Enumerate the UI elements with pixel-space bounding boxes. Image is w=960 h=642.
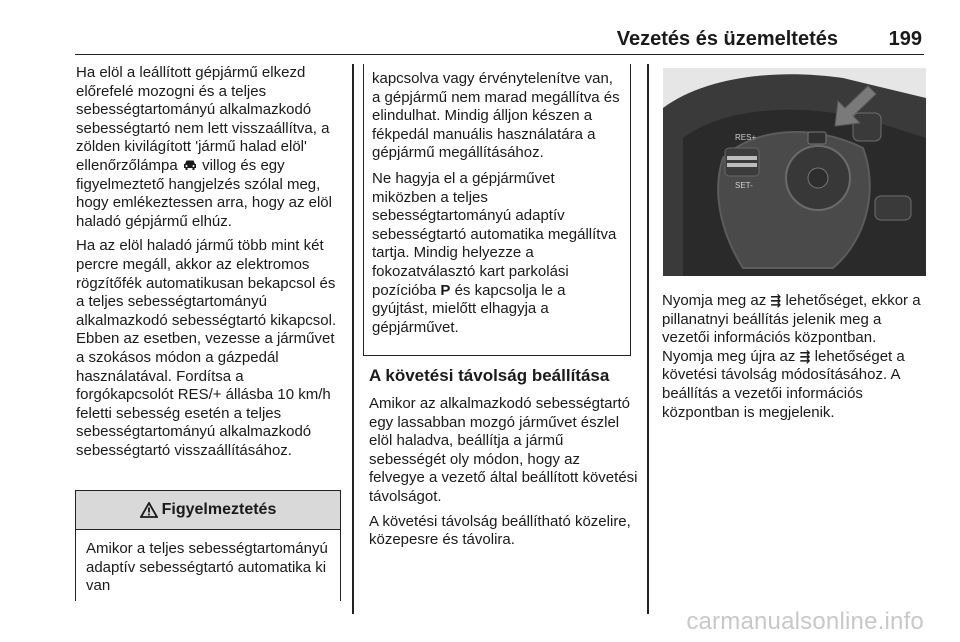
paragraph: A követési távolság beállítható közelire, közepesre és távolira. (369, 512, 631, 549)
warning-continuation-box (363, 64, 631, 356)
paragraph-text: lehetőséget, ekkor a pillanatnyi beállítás jelenik meg a vezetői információs központban. Nyomja meg újra az (662, 292, 921, 365)
page-number: 199 (888, 28, 922, 50)
set-minus-label: SET- (735, 181, 753, 190)
paragraph-text: és kapcsolja le a gyújtást, mielőtt elhagyja a gépjárművet. (372, 281, 566, 336)
paragraph-text: villog és egy figyelmeztető hangjelzés szólal meg, hogy emlékeztessen arra, hogy az elöl haladó gépjármű elhúz. (76, 156, 332, 230)
page-header (75, 24, 924, 55)
paragraph-text: Nyomja meg az (662, 292, 767, 309)
warning-header (76, 491, 340, 530)
steering-wheel-controls-photo (663, 68, 926, 276)
column-1 (76, 64, 340, 466)
paragraph: kapcsolva vagy érvénytelenítve van, a gépjármű nem marad megállítva és elindulhat. Mindig álljon készen a fékpedál manuális használatára a gépjármű megállításához. (372, 70, 620, 162)
res-plus-label: RES+ (735, 133, 757, 142)
column-divider-1 (352, 64, 354, 614)
section-title: A követési távolság beállítása (369, 366, 610, 385)
following-distance-section (369, 366, 639, 556)
page-title: Vezetés és üzemeltetés (616, 28, 838, 50)
paragraph-text: Ha elöl a leállított gépjármű elkezd előrefelé mozogni és a teljes sebességtartományú alkalmazkodó sebességtartó nem lett visszaállítva, a zölden kivilágított 'jármű halad elöl' ellenőrzőlámpa (76, 64, 330, 174)
warning-box (75, 490, 341, 601)
follow-distance-icon: ⇶ (770, 293, 782, 308)
paragraph-text: Ne hagyja el a gépjárművet miközben a teljes sebességtartományú adaptív sebességtartó automatika megállítva tartja. Mindig helyezze a fokozatválasztó kart parkolási pozícióba (372, 169, 617, 299)
vehicle-ahead-icon (182, 159, 198, 171)
park-position-label: P (440, 281, 451, 299)
column-divider-2 (647, 64, 649, 614)
follow-distance-icon: ⇶ (799, 348, 811, 364)
paragraph (372, 170, 622, 337)
paragraph (76, 64, 340, 231)
paragraph-text: lehetőséget a követési távolság módosításához. A beállítás a vezetői információs központban is megjelenik. (662, 347, 905, 421)
warning-body: Amikor a teljes sebességtartományú adaptív sebességtartó automatika ki van (86, 540, 328, 595)
warning-triangle-icon (140, 502, 158, 518)
paragraph: Ha az elöl haladó jármű több mint két percre megáll, akkor az elektromos rögzítőfék automatikusan bekapcsol és a teljes sebességtartományú alkalmazkodó sebességtartó kikapcsol. Ebben az esetben, vezesse a járművet a szokásos módon a gázpedál használatával. Fordítsa a forgókapcsolót RES/+ állásba 10 km/h feletti sebesség esetén a teljes sebességtartományú alkalmazkodó sebességtartó visszaállításához. (76, 237, 337, 459)
watermark: carmanualsonline.info (686, 608, 924, 635)
paragraph: Amikor az alkalmazkodó sebességtartó egy lassabban mozgó járművet észlel elöl haladva, beállítja a jármű sebességét oly módon, hogy az felvegye a vezető által beállított követési távolságot. (369, 395, 638, 505)
warning-title: Figyelmeztetés (161, 501, 277, 518)
column-3-text (662, 292, 928, 422)
